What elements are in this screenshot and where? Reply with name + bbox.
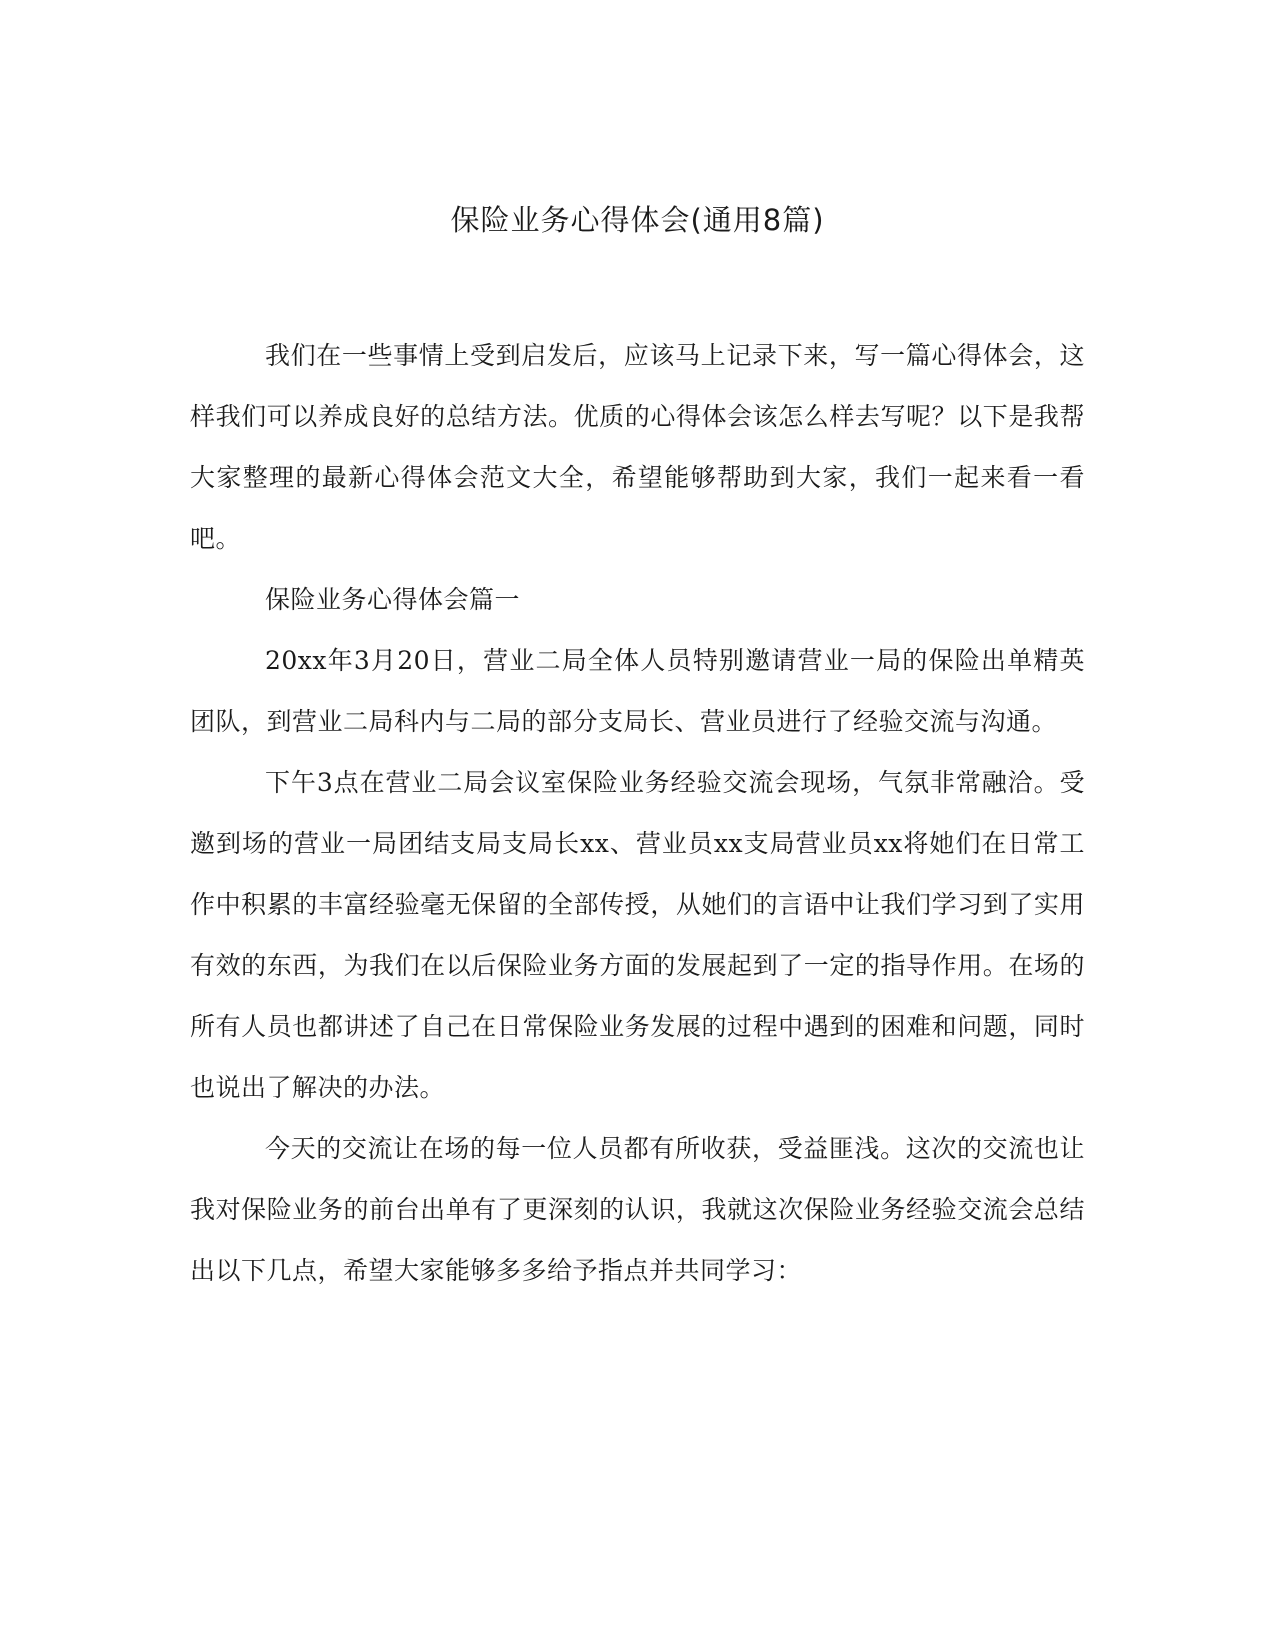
body-paragraph: 20xx年3月20日，营业二局全体人员特别邀请营业一局的保险出单精英团队，到营业二局科内与二局的部分支局长、营业员进行了经验交流与沟通。 [190, 646, 1085, 736]
body-paragraph: 今天的交流让在场的每一位人员都有所收获，受益匪浅。这次的交流也让我对保险业务的前台出单有了更深刻的认识，我就这次保险业务经验交流会总结出以下几点，希望大家能够多多给予指点并共同学习： [190, 1134, 1085, 1285]
body-paragraph: 下午3点在营业二局会议室保险业务经验交流会现场，气氛非常融洽。受邀到场的营业一局团结支局支局长xx、营业员xx支局营业员xx将她们在日常工作中积累的丰富经验毫无保留的全部传授，从她们的言语中让我们学习到了实用有效的东西，为我们在以后保险业务方面的发展起到了一定的指导作用。在场的所有人员也都讲述了自己在日常保险业务发展的过程中遇到的困难和问题，同时也说出了解决的办法。 [190, 768, 1085, 1102]
document-body [190, 325, 1085, 1301]
intro-paragraph: 我们在一些事情上受到启发后，应该马上记录下来，写一篇心得体会，这样我们可以养成良好的总结方法。优质的心得体会该怎么样去写呢？以下是我帮大家整理的最新心得体会范文大全，希望能够帮助到大家，我们一起来看一看吧。 [190, 341, 1085, 553]
document-title: 保险业务心得体会(通用8篇) [450, 203, 825, 237]
section-heading: 保险业务心得体会篇一 [265, 585, 521, 614]
